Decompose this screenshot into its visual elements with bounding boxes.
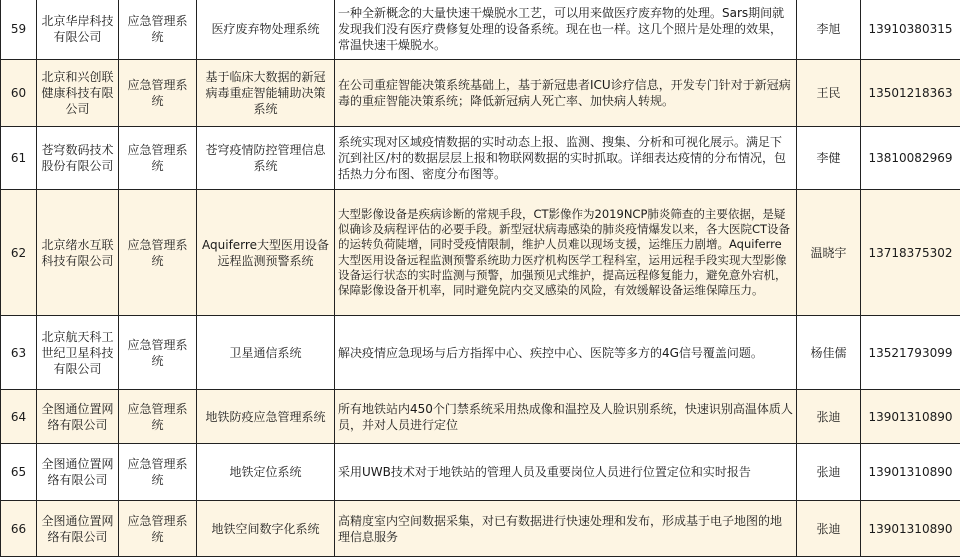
- company-name: 北京华岸科技有限公司: [37, 0, 119, 60]
- table-row: [1, 444, 960, 501]
- description: 采用UWB技术对于地铁站的管理人员及重要岗位人员进行位置定位和实时报告: [335, 444, 797, 501]
- company-name: 北京航天科工世纪卫星科技有限公司: [37, 316, 119, 390]
- contact-person: 李旭: [797, 0, 861, 60]
- row-number: 60: [1, 60, 37, 127]
- product-name: 基于临床大数据的新冠病毒重症智能辅助决策系统: [197, 60, 335, 127]
- phone-number: 13501218363: [861, 60, 960, 127]
- product-name: 地铁空间数字化系统: [197, 501, 335, 557]
- contact-person: 李健: [797, 127, 861, 190]
- table-row: [1, 0, 960, 60]
- contact-person: 杨佳儒: [797, 316, 861, 390]
- product-name: 苍穹疫情防控管理信息系统: [197, 127, 335, 190]
- contact-person: 温晓宇: [797, 190, 861, 316]
- company-name: 全图通位置网络有限公司: [37, 444, 119, 501]
- contact-person: 张迪: [797, 444, 861, 501]
- company-name: 北京绪水互联科技有限公司: [37, 190, 119, 316]
- table-row: [1, 390, 960, 444]
- phone-number: 13901310890: [861, 501, 960, 557]
- product-name: 地铁定位系统: [197, 444, 335, 501]
- category: 应急管理系统: [119, 390, 197, 444]
- description: 在公司重症智能决策系统基础上，基于新冠患者ICU诊疗信息，开发专门针对于新冠病毒的重症智能决策系统；降低新冠病人死亡率、加快病人转规。: [335, 60, 797, 127]
- contact-person: 张迪: [797, 501, 861, 557]
- contact-person: 王民: [797, 60, 861, 127]
- category: 应急管理系统: [119, 60, 197, 127]
- product-name: 医疗废弃物处理系统: [197, 0, 335, 60]
- phone-number: 13521793099: [861, 316, 960, 390]
- row-number: 62: [1, 190, 37, 316]
- category: 应急管理系统: [119, 444, 197, 501]
- table-row: [1, 501, 960, 557]
- table-row: [1, 316, 960, 390]
- description: 系统实现对区域疫情数据的实时动态上报、监测、搜集、分析和可视化展示。满足下沉到社区/村的数据层层上报和物联网数据的实时抓取。详细表达疫情的分布情况，包括热力分布图、密度分布图等。: [335, 127, 797, 190]
- description: 一种全新概念的大量快速干燥脱水工艺，可以用来做医疗废弃物的处理。Sars期间就发现我们没有医疗费修复处理的设备系统。现在也一样。这几个照片是处理的效果，常温快速干燥脱水。: [335, 0, 797, 60]
- row-number: 63: [1, 316, 37, 390]
- description: 高精度室内空间数据采集，对已有数据进行快速处理和发布，形成基于电子地图的地理信息服务: [335, 501, 797, 557]
- phone-number: 13910380315: [861, 0, 960, 60]
- phone-number: 13810082969: [861, 127, 960, 190]
- table-row: [1, 190, 960, 316]
- description: 大型影像设备是疾病诊断的常规手段，CT影像作为2019NCP肺炎筛查的主要依据，是疑似确诊及病程评估的必要手段。新型冠状病毒感染的肺炎疫情爆发以来，各大医院CT设备的运转负荷陡增，同时受疫情限制，维护人员难以现场支援，运维压力剧增。Aquiferre大型医用设备远程监测预警系统助力医疗机构医学工程科室，运用远程手段实现大型影像设备运行状态的实时监测与预警，加强预见式维护，提高远程修复能力，避免意外宕机，保障影像设备开机率，同时避免院内交叉感染的风险，有效缓解设备运维保障压力。: [335, 190, 797, 316]
- row-number: 66: [1, 501, 37, 557]
- description: 所有地铁站内450个门禁系统采用热成像和温控及人脸识别系统，快速识别高温体质人员，并对人员进行定位: [335, 390, 797, 444]
- table-row: [1, 127, 960, 190]
- row-number: 64: [1, 390, 37, 444]
- row-number: 65: [1, 444, 37, 501]
- row-number: 61: [1, 127, 37, 190]
- row-number: 59: [1, 0, 37, 60]
- table-row: [1, 60, 960, 127]
- phone-number: 13718375302: [861, 190, 960, 316]
- category: 应急管理系统: [119, 190, 197, 316]
- phone-number: 13901310890: [861, 444, 960, 501]
- product-name: 地铁防疫应急管理系统: [197, 390, 335, 444]
- company-name: 全图通位置网络有限公司: [37, 501, 119, 557]
- category: 应急管理系统: [119, 316, 197, 390]
- category: 应急管理系统: [119, 0, 197, 60]
- category: 应急管理系统: [119, 127, 197, 190]
- category: 应急管理系统: [119, 501, 197, 557]
- phone-number: 13901310890: [861, 390, 960, 444]
- product-name: 卫星通信系统: [197, 316, 335, 390]
- contact-person: 张迪: [797, 390, 861, 444]
- company-name: 全图通位置网络有限公司: [37, 390, 119, 444]
- company-name: 苍穹数码技术股份有限公司: [37, 127, 119, 190]
- product-name: Aquiferre大型医用设备远程监测预警系统: [197, 190, 335, 316]
- company-name: 北京和兴创联健康科技有限公司: [37, 60, 119, 127]
- description: 解决疫情应急现场与后方指挥中心、疾控中心、医院等多方的4G信号覆盖问题。: [335, 316, 797, 390]
